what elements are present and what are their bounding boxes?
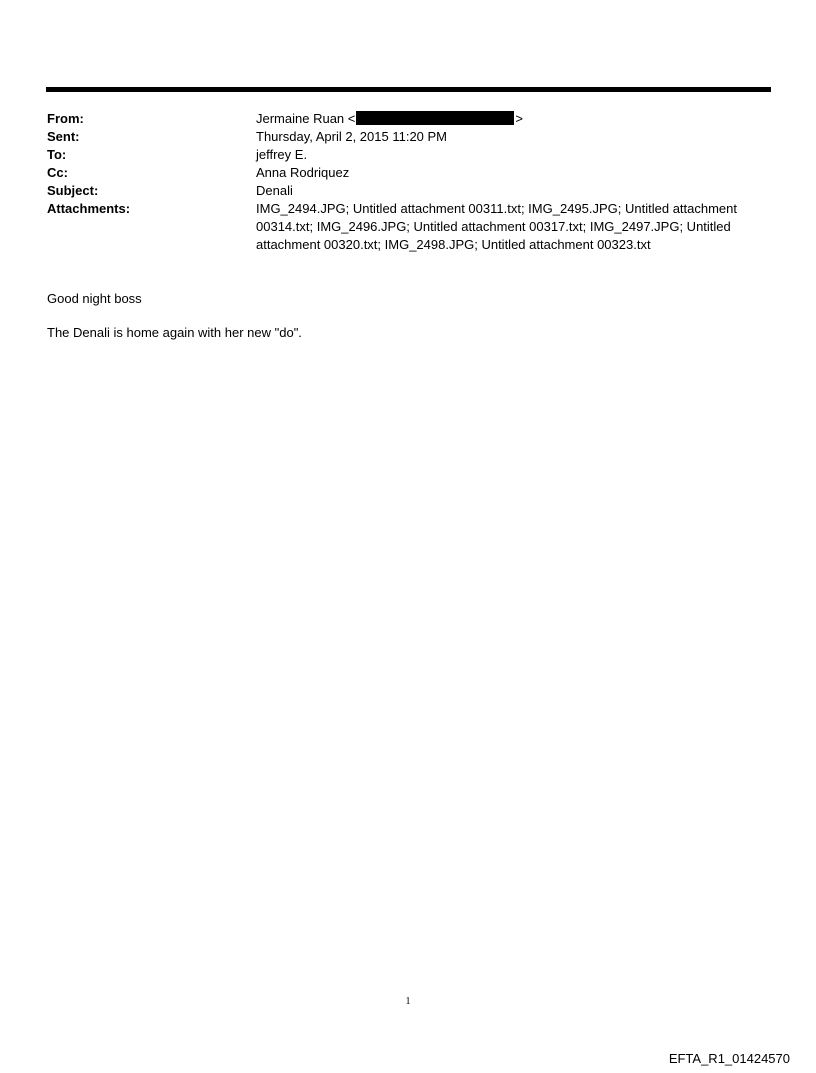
subject-value: Denali [256,183,293,198]
attachments-value: IMG_2494.JPG; Untitled attachment 00311.txt; IMG_2495.JPG; Untitled attachment 00314.txt; IMG_2496.JPG; Untitled attachment 00317.txt; IMG_2497.JPG; Untitled attachment 00320.txt; IMG_2498.JPG; Untitled attachment 00323.txt [256,201,738,252]
page-number: 1 [405,996,411,1007]
from-label: From: [47,111,84,126]
sent-row [47,128,767,146]
from-suffix: > [515,111,523,126]
to-label: To: [47,147,67,162]
from-name: Jermaine Ruan < [256,111,356,126]
greeting-text: Good night boss [47,291,142,306]
to-value: jeffrey E. [256,147,308,162]
from-value [256,110,767,128]
from-row [47,110,767,128]
cc-label: Cc: [47,165,68,180]
sent-value: Thursday, April 2, 2015 11:20 PM [256,129,448,144]
header-divider [46,87,771,92]
cc-row [47,164,767,182]
subject-label: Subject: [47,183,99,198]
email-header [47,110,767,254]
cc-value: Anna Rodriquez [256,165,350,180]
attachments-row [47,200,767,254]
subject-row [47,182,767,200]
attachments-label: Attachments: [47,201,131,216]
email-body [47,290,302,358]
to-row [47,146,767,164]
sent-label: Sent: [47,129,80,144]
redaction-box [356,111,514,125]
document-id: EFTA_R1_01424570 [668,1051,790,1066]
message-text: The Denali is home again with her new "do". [47,325,302,340]
